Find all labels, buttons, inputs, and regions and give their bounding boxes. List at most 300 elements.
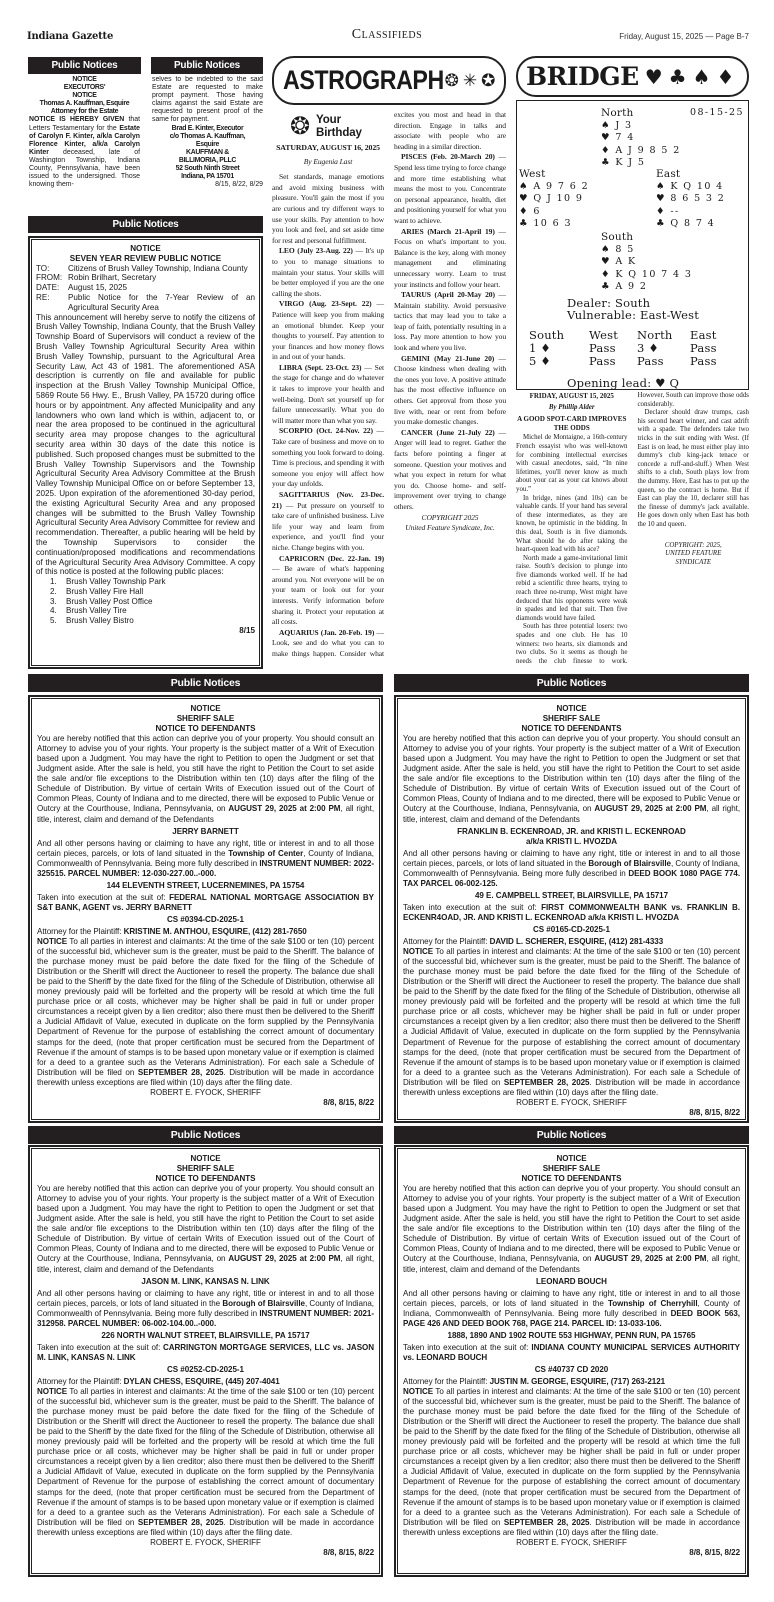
notice-title-line: NOTICE TO DEFENDANTS xyxy=(521,724,622,734)
east-diamonds-holding xyxy=(656,206,680,219)
plaintiff-suit: INDIANA COUNTY MUNICIPAL SERVICES AUTHORITY vs. LEONARD BOUCH xyxy=(403,1342,741,1362)
horoscope-columns xyxy=(272,110,506,670)
text-run: that Letters Testamentary for the xyxy=(29,116,140,132)
notice-intro xyxy=(403,734,740,824)
sheriff-sale-notice xyxy=(28,695,383,1123)
east-label: East xyxy=(656,168,681,180)
item-name: Brush Valley Post Office xyxy=(66,596,153,606)
horoscope-entry xyxy=(272,363,384,427)
bid: Pass xyxy=(690,354,717,368)
case-number: CS #0165-CD-2025-1 xyxy=(533,924,610,934)
text-run: . Distribution will be made in accordance therewith unless exceptions are filed within (10) days after the filing date. xyxy=(37,1517,374,1537)
text-run: , County of Indiana, Commonwealth of Pennsylvania. Being more fully described in xyxy=(403,1298,740,1318)
cards: K Q 10 7 4 3 xyxy=(615,268,693,280)
property-location: Borough of Blairsville xyxy=(222,1298,305,1308)
property-description xyxy=(403,849,740,889)
signature-line: c/o Thomas A. Kauffman, xyxy=(169,132,246,140)
copyright-line: United Feature Syndicate, Inc. xyxy=(405,523,495,533)
text-run: Attorney for the Plaintiff: xyxy=(403,1376,490,1386)
plaintiff-suit: FIRST COMMONWEALTH BANK vs. FRANKLIN B. ECKENR4OAD, JR. AND KRISTI L. ECKENROAD a/k/a KRISTI L. HVOZDA xyxy=(403,902,740,922)
attorney-name: Thomas A. Kauffman, Esquire xyxy=(39,100,130,108)
text-run: Taken into execution at the suit of: xyxy=(403,902,542,912)
memo-label: TO: xyxy=(36,263,50,273)
north-hearts-holding xyxy=(601,132,635,145)
text-run: , County of Indiana, Commonwealth of Pennsylvania. Being more fully described in xyxy=(37,1298,374,1318)
attorney-line xyxy=(37,1377,374,1387)
bold-text: SEPTEMBER 28, 2025 xyxy=(137,1517,224,1527)
bold-text: NOTICE xyxy=(403,1387,434,1397)
sign-name: ARIES (March 21-April 19) xyxy=(401,226,495,236)
sign-name: LIBRA (Sept. 23-Oct. 23) xyxy=(279,362,362,372)
item-name: Brush Valley Fire Hall xyxy=(66,586,144,596)
defendant-name: JASON M. LINK, KANSAS N. LINK xyxy=(141,1276,270,1286)
plaintiff-attorney: DYLAN CHESS, ESQUIRE, (445) 207-4041 xyxy=(123,1376,280,1386)
publication-dates: 8/15 xyxy=(239,626,255,636)
west-diamonds-holding xyxy=(519,206,541,219)
signature-line: BILLIMORIA, PLLC xyxy=(178,156,237,164)
north-clubs-holding xyxy=(601,157,645,170)
spade-icon: ♠ xyxy=(601,243,616,255)
diamond-icon: ♦ xyxy=(519,205,534,217)
section-header-public-notices: Public Notices xyxy=(151,57,263,74)
bold-text: NOTICE xyxy=(37,937,68,947)
sign-text: — Anger will lead to regret. Gather the facts before pointing a finger at someone. Question your motives and what you expect in return for what you do. Choose home- and self-improvement over trying to change others. xyxy=(394,427,506,511)
title-line: EXECUTORS' xyxy=(63,84,106,92)
notice-title-line: NOTICE TO DEFENDANTS xyxy=(155,1174,256,1184)
attorney-role: Attorney for the Estate xyxy=(50,108,119,116)
case-number: CS #0252-CD-2025-1 xyxy=(167,1364,244,1374)
notice-terms xyxy=(403,1387,740,1538)
asterisk-star-icon: ✳ xyxy=(462,71,478,90)
cards: 6 xyxy=(533,205,541,217)
horoscope-entry xyxy=(394,152,506,226)
item-number: 1. xyxy=(50,577,57,587)
property-address: 144 ELEVENTH STREET, LUCERNEMINES, PA 15754 xyxy=(106,880,305,890)
notice-subtitle: SEVEN YEAR REVIEW PUBLIC NOTICE xyxy=(69,253,222,263)
text-run: You are hereby notified that this action can deprive you of your property. You should consult an Attorney to advise you of your rights. Your property is the subject matter of a Writ of Execution based upon a Judgment. You may have the right to Petition to open the Judgment or set that Judgment aside. After the sale is held, you still have the right to Petition the Court to set aside the sale and/or file exceptions to the Distribution within ten (10) days after the filing of the Schedule of Distribution. By virtue of certain Writs of Execution issued out of the Court of Common Pleas, County of Indiana and to me directed, there will be exposed to Public Venue or Outcry at the Courthouse, Indiana, Pennsylvania, on xyxy=(37,734,374,814)
bridge-title: BRIDGE xyxy=(526,62,639,91)
plaintiff-suit: CARRINGTON MORTGAGE SERVICES, LLC vs. JASON M. LINK, KANSAS N. LINK xyxy=(37,1342,374,1362)
item-number: 5. xyxy=(50,616,57,626)
sheriff-signature: ROBERT E. FYOCK, SHERIFF xyxy=(516,1097,627,1107)
club-icon: ♣ xyxy=(656,218,671,229)
north-diamonds-holding xyxy=(601,145,681,158)
plaintiff-attorney: KRISTINE M. ANTHOU, ESQUIRE, (412) 281-7650 xyxy=(123,926,307,936)
diamond-icon: ♦ xyxy=(716,64,735,89)
bridge-article xyxy=(516,392,749,670)
text-run: And all other persons having or claiming to have any right, title or interest in and to all those certain pieces, parcels, or lots of land situated in the xyxy=(37,1288,374,1308)
bidding-header: South xyxy=(529,328,565,342)
memo-row xyxy=(36,273,255,283)
north-label: North xyxy=(601,107,634,119)
bold-text: SEPTEMBER 28, 2025 xyxy=(503,1077,590,1087)
memo-label: FROM: xyxy=(36,273,63,283)
paragraph: Declarer should draw trumps, cash his second heart winner, and cast adrift with a spade. The defenders take two tricks in the suit ending with West. (If East is on lead, he must either play into dummy's club king-jack tenace or concede a ruff-and-sluff.) When West shifts to a club, South plays low from the dummy. Here, East has to put up the queen, so the contract is home. But if East can play the 10, declarer still has the finesse of dummy's jack available. He goes down only when East has both the 10 and queen. xyxy=(637,409,749,528)
property-record: INSTRUMENT NUMBER: 2021-312958. PARCEL NUMBER: 06-002-104.00..-000. xyxy=(37,1308,374,1328)
notice-title-line: NOTICE xyxy=(556,704,587,713)
horoscope-entry xyxy=(394,290,506,354)
club-icon: ♣ xyxy=(668,64,687,89)
text-run: . Distribution will be made in accordance therewith unless exceptions are filed within (10) days after the filing date. xyxy=(403,1517,740,1537)
bid: 3 ♦ xyxy=(637,341,659,355)
diamond-icon: ♦ xyxy=(601,268,616,280)
sign-text: — Be aware of what's happening around you. Not everyone will be on your team or look out for your interests. Verify information before sharing it. Protect your reputation at all costs. xyxy=(272,564,384,627)
memo-label: DATE: xyxy=(36,283,60,293)
south-spades-holding xyxy=(601,244,635,257)
suit-line xyxy=(37,893,374,913)
item-number: 4. xyxy=(50,606,57,616)
sign-name: CANCER (June 21-July 22) xyxy=(401,427,495,437)
circled-star-icon: ✪ xyxy=(481,71,496,90)
sign-text: — Take care of business and move on to something you look forward to doing. Time is precious, and spending it with someone you enjoy will affect how your day unfolds. xyxy=(272,426,384,489)
spade-icon: ♠ xyxy=(601,119,616,131)
bridge-column xyxy=(516,392,749,670)
suit-line xyxy=(403,903,740,923)
cards: 8 6 5 3 2 xyxy=(670,193,726,204)
sign-name: LEO (July 23-Aug. 22) xyxy=(279,246,353,256)
memo-fields xyxy=(36,264,255,313)
spade-icon: ♠ xyxy=(692,64,711,89)
bid: Pass xyxy=(589,341,616,355)
copyright xyxy=(394,513,506,534)
bridge-headline: A GOOD SPOT-CARD IMPROVES THE ODDS xyxy=(517,415,627,432)
sheriff-signature: ROBERT E. FYOCK, SHERIFF xyxy=(516,1537,627,1547)
section-header-public-notices: Public Notices xyxy=(28,216,263,233)
club-icon: ♣ xyxy=(601,157,616,168)
club-icon: ♣ xyxy=(519,218,534,229)
text-run: To all parties in interest and claimants: At the time of the sale $100 or ten (10) percent of the successful bid, whichever sum is the greater, must be paid to the Sheriff. The balance of the purchase money must be paid before the date fixed for the filing of the Schedule of Distribution or the Sheriff will direct the Auctioneer to resell the property. The balance due shall be paid to the Sheriff by the date fixed for the filing of the Schedule of Distribution, otherwise all money previously paid will be forfeited and the property will be resold at which time the full purchase price or all costs, whichever may be higher shall be paid in full or under proper circumstances a receipt given by a lien creditor; also there must then be delivered to the Sheriff a Judicial Affidavit of Value, executed in duplicate on the form supplied by the Pennsylvania Department of Revenue for the purpose of establishing the correct amount of documentary stamps for the deed, (note that proper certification must be secured from the Department of Revenue if the amount of stamps is to be based upon monetary value or if exemption is claimed for a deed to a grantee such as the Veterans Administration). For each sale a Schedule of Distribution will be filed on xyxy=(403,1387,740,1527)
property-location: Borough of Blairsville xyxy=(588,858,671,868)
notice-title-line: NOTICE xyxy=(190,704,221,713)
memo-value: Citizens of Brush Valley Township, Indiana County xyxy=(68,263,248,273)
publication-dates: 8/8, 8/15, 8/22 xyxy=(689,1107,740,1117)
publication-dates: 8/15, 8/22, 8/29 xyxy=(215,181,263,189)
bid: 1 ♦ xyxy=(529,341,551,355)
vulnerability: Vulnerable: East-West xyxy=(567,308,700,322)
bold-text: SEPTEMBER 28, 2025 xyxy=(137,1067,224,1077)
notice-body: This announcement will hereby serve to notify the citizens of Brush Valley Township, Indiana County, that the Brush Valley Township Board of Supervisors will conduct a review of the Brush Valley Township Agricultural Security Area within Brush Valley Township, pursuant to the Agricultural Area Security Law, Act 43 of 1981. The aforementioned ASA description is currently on file and available for public inspection at the Brush Valley Township Municipal Office, 5869 Route 56 Hwy. E., Brush Valley, PA 15720 during office hours or by appointment. Any affected Municipality and any landowners who own land which is within, adjacent to, or near the area proposed to be continued in the agricultural security area may propose changes to the agricultural security area within 30 days of the date this notice is published. Such proposed changes must be submitted to the Brush Valley Township Supervisors and the Township Agricultural Security Area Advisory Committee at the Brush Valley Township Municipal Office on or before September 13, 2025. Upon expiration of the aforementioned 30-day period, the existing Agricultural Security Area and any proposed changes will be submitted to the Brush Valley Township Agricultural Security Area Advisory Committee for review and recommendation. Thereafter, a public hearing will be held by the Township Supervisors to consider the continuation/proposed modifications and recommendations of the Agricultural Security Area Advisory Committee. A copy of this notice is posted at the following public places: xyxy=(36,312,255,577)
signature-line: KAUFFMAN & xyxy=(186,148,229,156)
publication-dates: 8/8, 8/15, 8/22 xyxy=(323,1547,374,1557)
section-header-public-notices: Public Notices xyxy=(28,674,383,692)
title-line: NOTICE xyxy=(72,76,97,83)
signature-line: 52 South Ninth Street xyxy=(175,165,240,173)
text-run: , all right, title, interest, claim and demand of the Defendants xyxy=(403,1254,740,1274)
paragraph: In bridge, nines (and 10s) can be valuable cards. If your hand has several of these intermediates, as they are known, be optimistic in the bidding. In this deal, South is in five diamonds. What should he do after taking the heart-queen lead with his ace? xyxy=(516,494,628,554)
cards: 8 5 xyxy=(615,243,635,255)
west-spades-holding xyxy=(519,181,589,194)
sign-name: CAPRICORN (Dec. 22-Jan. 19) xyxy=(279,553,384,563)
memo-row xyxy=(36,283,255,293)
bold-text: NOTICE xyxy=(403,947,434,957)
list-item xyxy=(50,587,255,597)
defendant-name: FRANKLIN B. ECKENROAD, JR. and KRISTI L. ECKENROAD xyxy=(457,826,686,836)
plaintiff-attorney: DAVID L. SCHERER, ESQUIRE, (412) 281-4333 xyxy=(489,937,664,947)
copyright-line: UNITED FEATURE xyxy=(665,550,722,558)
sign-text: — Set the stage for change and do whatever it takes to improve your health and well-being. Don't set yourself up for failure unnecessarily. What you do will matter more than what you say. xyxy=(272,362,384,425)
text-run: To all parties in interest and claimants: At the time of the sale $100 or ten (10) percent of the successful bid, whichever sum is the greater, must be paid to the Sheriff. The balance of the purchase money must be paid before the date fixed for the filing of the Schedule of Distribution or the Sheriff will direct the Auctioneer to resell the property. The balance due shall be paid to the Sheriff by the date fixed for the filing of the Schedule of Distribution, otherwise all money previously paid will be forfeited and the property will be resold at which time the full purchase price or all costs, whichever may be higher shall be paid in full or under proper circumstances a receipt given by a lien creditor; also there must then be delivered to the Sheriff a Judicial Affidavit of Value, executed in duplicate on the form supplied by the Pennsylvania Department of Revenue for the purpose of establishing the correct amount of documentary stamps for the deed, (note that proper certification must be secured from the Department of Revenue if the amount of stamps is to be based upon monetary value or if exemption is claimed for a deed to a grantee such as the Veterans Administration). For each sale a Schedule of Distribution will be filed on xyxy=(37,937,374,1077)
sign-name: SAGITTARIUS (Nov. 23-Dec. 21) xyxy=(272,490,384,510)
notice-body xyxy=(29,116,140,189)
property-location: Township of Center xyxy=(228,848,304,858)
heart-icon: ♥ xyxy=(644,64,663,89)
text-run: . Distribution will be made in accordance therewith unless exceptions are filed within (10) days after the filing date. xyxy=(37,1067,374,1087)
notice-intro xyxy=(37,1184,374,1274)
diamond-icon: ♦ xyxy=(601,144,616,156)
sheriff-sale-notice xyxy=(28,1145,383,1577)
item-number: 3. xyxy=(50,596,57,606)
section-title: Classifieds xyxy=(351,27,423,42)
deal-date: 08-15-25 xyxy=(690,107,744,118)
horoscope-date: SATURDAY, AUGUST 16, 2025 xyxy=(276,143,380,152)
text-run: You are hereby notified that this action can deprive you of your property. You should consult an Attorney to advise you of your rights. Your property is the subject matter of a Writ of Execution based upon a Judgment. You may have the right to Petition to open the Judgment or set that Judgment aside. After the sale is held, you still have the right to Petition the Court to set aside the sale and/or file exceptions to the Distribution within ten (10) days after the filing of the Schedule of Distribution. By virtue of certain Writs of Execution issued out of the Court of Common Pleas, County of Indiana and to me directed, there will be exposed to Public Venue or Outcry at the Courthouse, Indiana, Pennsylvania, on xyxy=(37,1184,374,1264)
property-description xyxy=(403,1289,740,1329)
text-run: , all right, title, interest, claim and demand of the Defendants xyxy=(37,1254,374,1274)
your-birthday-header xyxy=(272,114,384,140)
cards: A J 9 8 5 2 xyxy=(615,144,681,156)
text-run: Attorney for the Plaintiff: xyxy=(37,1376,124,1386)
attorney-line xyxy=(403,937,740,947)
astrograph-title: ASTROGRAPH xyxy=(282,65,444,95)
notice-title-line: NOTICE xyxy=(190,1154,221,1163)
notice-title-line: NOTICE TO DEFENDANTS xyxy=(521,1174,622,1184)
case-number: CS #40737 CD 2020 xyxy=(534,1364,609,1374)
case-number: CS #0394-CD-2025-1 xyxy=(167,914,244,924)
horoscope-entry xyxy=(394,227,506,291)
bold-text: NOTICE IS HEREBY GIVEN xyxy=(29,116,125,124)
bridge-date: FRIDAY, AUGUST 15, 2025 xyxy=(529,392,614,400)
bold-text: Estate of Carolyn F. Kinter, a/k/a Carolyn Florence Kinter, a/k/a Carolyn Kinter xyxy=(29,124,140,156)
diamond-icon: ♦ xyxy=(656,205,671,217)
south-hearts-holding xyxy=(601,256,637,269)
text-run: , all right, title, interest, claim and demand of the Defendants xyxy=(37,804,374,824)
cards: A 9 2 xyxy=(615,281,648,292)
item-name: Brush Valley Tire xyxy=(66,606,127,616)
attorney-line xyxy=(37,927,374,937)
list-item xyxy=(50,616,255,626)
section-header-public-notices: Public Notices xyxy=(28,57,141,74)
notice-terms xyxy=(37,937,374,1088)
notice-intro xyxy=(403,1184,740,1274)
list-item xyxy=(50,606,255,616)
south-diamonds-holding xyxy=(601,269,692,282)
property-description xyxy=(37,839,374,879)
dealer: Dealer: South xyxy=(567,296,651,310)
byline: By Eugenia Last xyxy=(303,156,353,166)
notice-terms xyxy=(403,947,740,1098)
text-run: To all parties in interest and claimants: At the time of the sale $100 or ten (10) percent of the successful bid, whichever sum is the greater, must be paid to the Sheriff. The balance of the purchase money must be paid before the date fixed for the filing of the Schedule of Distribution or the Sheriff will direct the Auctioneer to resell the property. The balance due shall be paid to the Sheriff by the date fixed for the filing of the Schedule of Distribution, otherwise all money previously paid will be forfeited and the property will be resold at which time the full purchase price or all costs, whichever may be higher shall be paid in full or under proper circumstances a receipt given by a lien creditor; also there must then be delivered to the Sheriff a Judicial Affidavit of Value, executed in duplicate on the form supplied by the Pennsylvania Department of Revenue for the purpose of establishing the correct amount of documentary stamps for the deed, (note that proper certification must be secured from the Department of Revenue if the amount of stamps is to be based upon monetary value or if exemption is claimed for a deed to a grantee such as the Veterans Administration). For each sale a Schedule of Distribution will be filed on xyxy=(403,947,740,1087)
property-record: DEED BOOK 563, PAGE 426 AND DEED BOOK 768, PAGE 214. PARCEL ID: 13-033-106. xyxy=(403,1308,740,1328)
horoscope-entry xyxy=(272,490,384,554)
public-places-list xyxy=(36,577,255,626)
signature-line: Esquire xyxy=(195,140,220,148)
south-clubs-holding xyxy=(601,281,647,294)
plaintiff-attorney: JUSTIN M. GEORGE, ESQUIRE, (717) 263-2121 xyxy=(489,1376,666,1386)
sign-text: — Patience will keep you from making an emotional blunder. Keep your thoughts to yourself. Pay attention to your finances and how money flows in and out of your hands. xyxy=(272,299,384,362)
defendant-name: LEONARD BOUCH xyxy=(536,1276,607,1286)
sign-text: — Spend less time trying to force change and more time establishing what means the most to you. Concentrate on personal appearance, health, diet and positioning yourself for what you want to achieve. xyxy=(394,152,506,225)
memo-label: RE: xyxy=(36,292,50,302)
sign-text: — Choose kindness when dealing with the ones you love. A positive attitude has the most effective influence on others. Get approval from those you live with, near or rent from before you make domestic changes. xyxy=(394,353,506,427)
memo-row xyxy=(36,264,255,274)
text-run: And all other persons having or claiming to have any right, title or interest in and to all those certain pieces, parcels, or lots of land situated in the xyxy=(403,848,740,868)
text-run: , all right, title, interest, claim and demand of the Defendants xyxy=(403,804,740,824)
bid: Pass xyxy=(637,354,664,368)
item-name: Brush Valley Township Park xyxy=(66,577,166,587)
horoscope-entry xyxy=(394,428,506,513)
bidding-header: West xyxy=(589,328,619,342)
sign-name: TAURUS (April 20-May 20) xyxy=(401,290,495,300)
item-name: Brush Valley Bistro xyxy=(66,616,134,626)
cards: A 9 7 6 2 xyxy=(533,180,590,192)
property-address: 1888, 1890 AND 1902 ROUTE 553 HIGHWAY, PENN RUN, PA 15765 xyxy=(447,1330,696,1340)
memo-value: August 15, 2025 xyxy=(68,283,127,293)
bid: Pass xyxy=(690,341,717,355)
notice-intro xyxy=(37,734,374,824)
south-label: South xyxy=(601,231,634,243)
sign-name: SCORPIO (Oct. 24-Nov. 22) xyxy=(279,426,373,436)
text-run: And all other persons having or claiming to have any right, title or interest in and to all those certain pieces, parcels, or lots of land situated in the xyxy=(403,1288,740,1308)
bold-text: AUGUST 29, 2025 at 2:00 PM xyxy=(594,1254,707,1264)
property-record: DEED BOOK 1080 PAGE 774. TAX PARCEL 06-002-125. xyxy=(403,868,741,888)
attorney-line xyxy=(403,1377,740,1387)
sun-icon: ❂ xyxy=(289,114,310,140)
text-run: Taken into execution at the suit of: xyxy=(403,1342,532,1352)
text-run: deceased, late of Washington Township, Indiana County, Pennsylvania, have been issued to the undersigned. Those knowing them- xyxy=(29,148,140,189)
publication-dates: 8/8, 8/15, 8/22 xyxy=(323,1097,374,1107)
notice-body: selves to be indebted to the said Estate are requested to make prompt payment. Those having claims against the said Estate are requested to present proof of the same for payment. xyxy=(152,76,263,124)
list-item xyxy=(50,597,255,607)
heart-icon: ♥ xyxy=(519,193,534,204)
heart-icon: ♥ xyxy=(601,256,616,267)
publication-dates: 8/8, 8/15, 8/22 xyxy=(689,1547,740,1557)
east-hearts-holding xyxy=(656,193,725,206)
executors-notice xyxy=(29,76,140,204)
memo-value: Robin Brilhart, Secretary xyxy=(68,273,157,283)
text-run: Taken into execution at the suit of: xyxy=(37,1342,164,1352)
text-run: , County of Indiana, Commonwealth of Pennsylvania. Being more fully described in xyxy=(403,858,740,878)
horoscope-entry xyxy=(394,354,506,428)
text-run: Attorney for the Plaintiff: xyxy=(403,937,490,947)
sheriff-sale-notice xyxy=(394,695,749,1123)
cards: 7 4 xyxy=(615,132,635,143)
text-run: , County of Indiana, Commonwealth of Pennsylvania. Being more fully described in xyxy=(37,848,374,868)
sign-name: GEMINI (May 21-June 20) xyxy=(401,353,495,363)
section-header-public-notices: Public Notices xyxy=(28,1126,383,1144)
seven-year-review-notice xyxy=(28,236,263,669)
cards: J 3 xyxy=(615,119,633,131)
sheriff-signature: ROBERT E. FYOCK, SHERIFF xyxy=(150,1087,261,1097)
copyright-line: COPYRIGHT: 2025, xyxy=(664,541,722,549)
newspaper-name: Indiana Gazette xyxy=(27,31,114,42)
spade-icon: ♠ xyxy=(519,180,534,192)
defendant-name: JERRY BARNETT xyxy=(172,826,239,836)
bidding-header: East xyxy=(690,328,717,342)
west-label: West xyxy=(519,168,546,180)
sign-text: — Put pressure on yourself to take care of unfinished business. Live life your way and learn from experience, and you'll find your niche. Change begins with you. xyxy=(272,500,384,552)
signature-line: Indiana, PA 15701 xyxy=(181,173,234,181)
bid: Pass xyxy=(589,354,616,368)
section-header-public-notices: Public Notices xyxy=(394,1126,749,1144)
bold-text: AUGUST 29, 2025 at 2:00 PM xyxy=(228,1254,341,1264)
bold-text: NOTICE xyxy=(37,1387,68,1397)
suit-line xyxy=(403,1343,740,1363)
suit-line xyxy=(37,1343,374,1363)
east-clubs-holding xyxy=(656,218,715,231)
sign-text: — Focus on what's important to you. Balance is the key, along with money management and eliminating unnecessary worry. Learn to trust your instincts and follow your heart. xyxy=(394,226,506,289)
plaintiff-suit: FEDERAL NATIONAL MORTGAGE ASSOCIATION BY S&T BANK, AGENT vs. JERRY BARNETT xyxy=(37,892,374,912)
text-run: . Distribution will be made in accordance therewith unless exceptions are filed within (10) days after the filing date. xyxy=(403,1077,740,1097)
notice-title-line: SHERIFF SALE xyxy=(542,714,601,724)
paragraph: North made a game-invitational limit raise. South's decision to plunge into five diamonds worked well. If he had rebid a scientific three hearts, trying to reach three no-trump, West might have deduced that his opponents were weak in spades and led that suit. Then five diamonds would have failed. xyxy=(516,554,628,622)
property-address: 226 NORTH WALNUT STREET, BLAIRSVILLE, PA 15717 xyxy=(101,1330,310,1340)
notice-title-line: NOTICE xyxy=(556,1154,587,1163)
sign-text: — It's up to you to manage situations to maintain your status. Your skills will be better employed if you are the one calling the shots. xyxy=(272,246,384,298)
opening-lead: Opening lead: ♥ Q xyxy=(567,376,680,390)
notice-terms xyxy=(37,1387,374,1538)
text-run: To all parties in interest and claimants: At the time of the sale $100 or ten (10) percent of the successful bid, whichever sum is the greater, must be paid to the Sheriff. The balance of the purchase money must be paid before the date fixed for the filing of the Schedule of Distribution or the Sheriff will direct the Auctioneer to resell the property. The balance due shall be paid to the Sheriff by the date fixed for the filing of the Schedule of Distribution, otherwise all money previously paid will be forfeited and the property will be resold at which time the full purchase price or all costs, whichever may be higher shall be paid in full or under proper circumstances a receipt given by a lien creditor; also there must then be delivered to the Sheriff a Judicial Affidavit of Value, executed in duplicate on the form supplied by the Pennsylvania Department of Revenue for the purpose of establishing the correct amount of documentary stamps for the deed, (note that proper certification must be secured from the Department of Revenue if the amount of stamps is to be based upon monetary value or if exemption is claimed for a deed to a grantee such as the Veterans Administration). For each sale a Schedule of Distribution will be filed on xyxy=(37,1387,374,1527)
horoscope-entry xyxy=(272,246,384,299)
horoscope-entry xyxy=(272,299,384,363)
copyright-line: COPYRIGHT 2025 xyxy=(421,512,479,522)
property-record: INSTRUMENT NUMBER: 2022-325515. PARCEL NUMBER: 12-030-227.00..-000. xyxy=(37,858,374,878)
cards: -- xyxy=(670,205,680,217)
defendant-name: a/k/a KRISTI L. HVOZDA xyxy=(525,836,617,846)
west-clubs-holding xyxy=(519,218,572,231)
cards: 10 6 3 xyxy=(533,218,572,229)
sign-name: VIRGO (Aug. 23-Sept. 22) xyxy=(279,299,372,309)
signature-line: Brad E. Kinter, Executor xyxy=(171,124,244,132)
text-run: And all other persons having or claiming to have any right, title or interest in and to all those certain pieces, parcels, or lots of land situated in the xyxy=(37,838,374,858)
bidding-header: North xyxy=(637,328,673,342)
bridge-deal-diagram xyxy=(516,100,749,390)
copyright-line: SYNDICATE xyxy=(675,558,712,566)
dateline: Friday, August 15, 2025 — Page B-7 xyxy=(619,32,749,41)
bold-text: SEPTEMBER 28, 2025 xyxy=(503,1517,590,1527)
cards: K J 5 xyxy=(615,157,646,168)
spade-icon: ♠ xyxy=(656,180,671,192)
bold-text: AUGUST 29, 2025 at 2:00 PM xyxy=(594,804,707,814)
text-run: Attorney for the Plaintiff: xyxy=(37,926,124,936)
byline: By Phillip Alder xyxy=(548,403,595,411)
sheriff-sale-notice xyxy=(394,1145,749,1577)
north-spades-holding xyxy=(601,120,632,133)
list-item xyxy=(50,577,255,587)
executor-signature xyxy=(152,125,263,182)
bid: 5 ♦ xyxy=(529,354,551,368)
heart-icon: ♥ xyxy=(601,132,616,143)
sign-name: AQUARIUS (Jan. 20-Feb. 19) xyxy=(279,627,375,637)
club-icon: ♣ xyxy=(601,281,616,292)
cards: K Q 10 4 xyxy=(670,180,724,192)
text-run: Taken into execution at the suit of: xyxy=(37,892,170,902)
horoscope-entry xyxy=(272,554,384,628)
executors-notice-continued xyxy=(152,76,263,204)
memo-row xyxy=(36,293,255,313)
notice-title-line: SHERIFF SALE xyxy=(176,714,235,724)
paragraph: South has three potential losers: two spades and one club. He has 10 winners: two hearts, six diamonds and two clubs. So it seems as though he needs the club finesse to work. However, South can improve those odds considerably. xyxy=(516,392,749,665)
west-hearts-holding xyxy=(519,193,583,206)
heart-icon: ♥ xyxy=(656,193,671,204)
paragraph: Michel de Montaigne, a 16th-century French essayist who was well-known for combining intellectual exercises with casual anecdotes, said, “In nine lifetimes, you'll never know as much about your cat as your cat knows about you.” xyxy=(516,434,628,493)
notice-title-line: SHERIFF SALE xyxy=(542,1164,601,1174)
notice-title-line: SHERIFF SALE xyxy=(176,1164,235,1174)
your-birthday-label: Your Birthday xyxy=(316,114,362,139)
property-address: 49 E. CAMPBELL STREET, BLAIRSVILLE, PA 15717 xyxy=(474,890,669,900)
notice-title: NOTICE xyxy=(130,244,161,253)
section-header-public-notices: Public Notices xyxy=(394,674,749,692)
horoscope-entry xyxy=(272,426,384,490)
